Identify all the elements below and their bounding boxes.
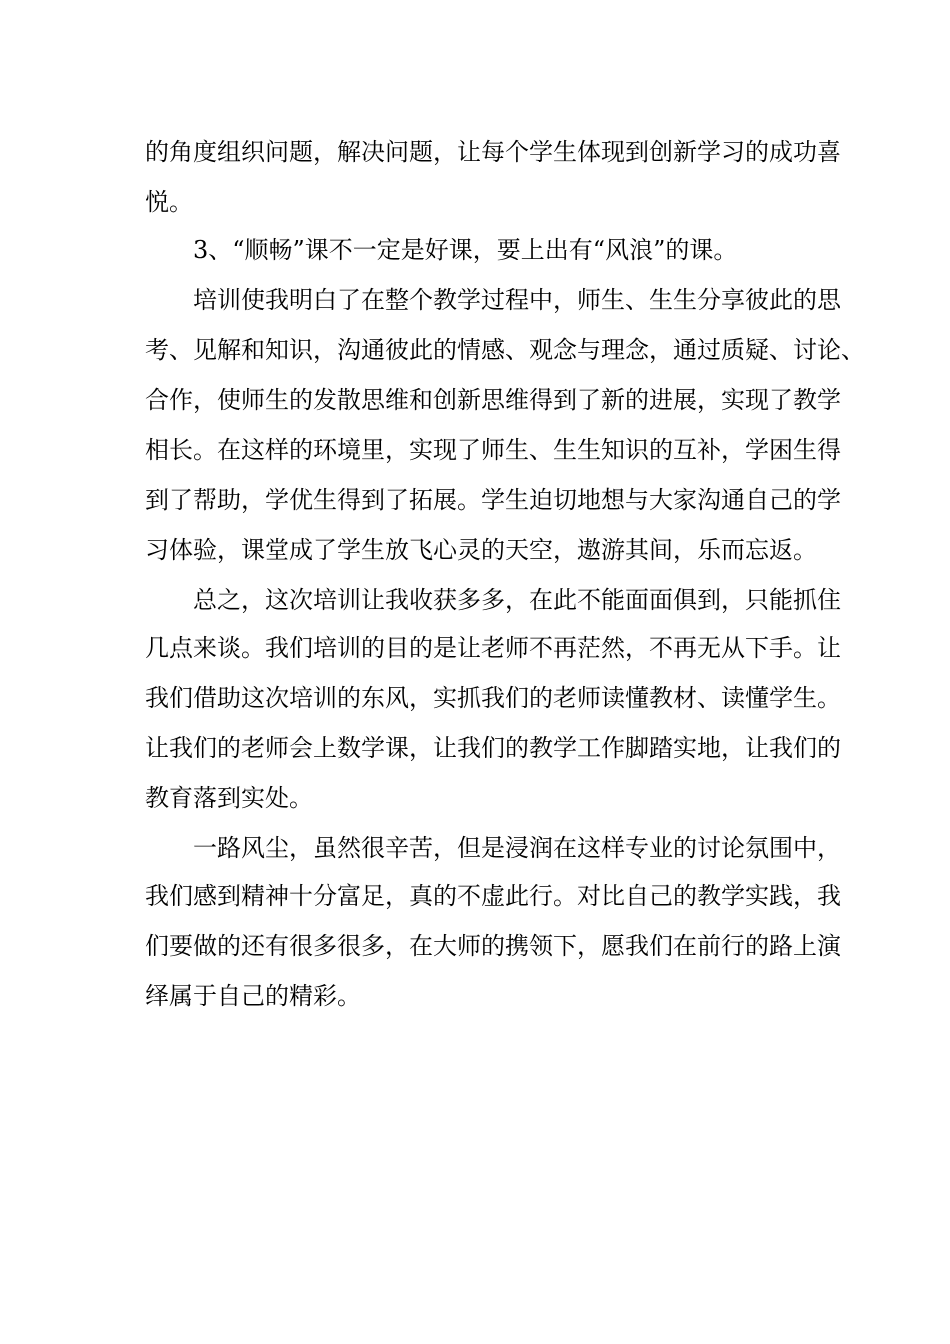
text-line-12: 我们借助这次培训的东风，实抓我们的老师读懂教材、读懂学生。 (145, 684, 841, 712)
text-line-13: 让我们的老师会上数学课，让我们的教学工作脚踏实地，让我们的 (145, 734, 841, 762)
text-line-11: 几点来谈。我们培训的目的是让老师不再茫然，不再无从下手。让 (145, 634, 841, 662)
text-line-14: 教育落到实处。 (145, 784, 313, 812)
text-line-18: 绎属于自己的精彩。 (145, 982, 361, 1010)
text-line-5: 考、见解和知识，沟通彼此的情感、观念与理念，通过质疑、讨论、 (145, 336, 865, 364)
text-line-16: 我们感到精神十分富足，真的不虚此行。对比自己的教学实践，我 (145, 882, 841, 910)
text-line-10: 总之，这次培训让我收获多多，在此不能面面俱到，只能抓住 (193, 586, 841, 614)
text-line-15: 一路风尘，虽然很辛苦，但是浸润在这样专业的讨论氛围中， (193, 834, 841, 862)
text-line-2: 悦。 (145, 188, 193, 216)
text-line-9: 习体验，课堂成了学生放飞心灵的天空，遨游其间，乐而忘返。 (145, 536, 817, 564)
text-line-4: 培训使我明白了在整个教学过程中，师生、生生分享彼此的思 (193, 286, 841, 314)
text-line-3: 3、“顺畅”课不一定是好课，要上出有“风浪”的课。 (193, 236, 738, 264)
text-line-8: 到了帮助，学优生得到了拓展。学生迫切地想与大家沟通自己的学 (145, 486, 841, 514)
text-line-1: 的角度组织问题，解决问题，让每个学生体现到创新学习的成功喜 (145, 138, 841, 166)
text-line-6: 合作，使师生的发散思维和创新思维得到了新的进展，实现了教学 (145, 386, 841, 414)
text-line-17: 们要做的还有很多很多，在大师的携领下，愿我们在前行的路上演 (145, 932, 841, 960)
text-line-7: 相长。在这样的环境里，实现了师生、生生知识的互补，学困生得 (145, 436, 841, 464)
